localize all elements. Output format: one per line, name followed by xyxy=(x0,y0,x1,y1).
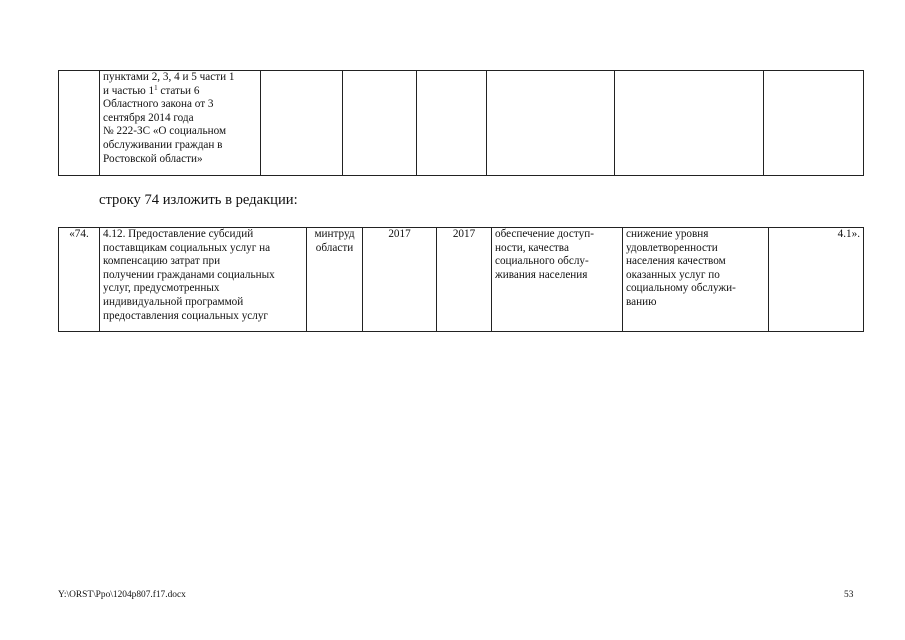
measure-line-2: поставщикам социальных услуг на xyxy=(103,241,271,254)
footer-page-number: 53 xyxy=(844,590,854,600)
result-line-1: обеспечение доступ- xyxy=(495,228,594,240)
measure-line-7: предоставления социальных услуг xyxy=(103,309,269,322)
result-line-3: социального обслу- xyxy=(495,255,589,268)
cell-row-number xyxy=(59,71,100,176)
table-row xyxy=(59,71,864,176)
measure-line-1: 4.12. Предоставление субсидий xyxy=(103,228,254,240)
measure-line-6: индивидуальной программой xyxy=(103,295,244,308)
measure-line-3: Областного закона от 3 xyxy=(103,98,214,111)
consequence-line-1: снижение уровня xyxy=(626,228,709,240)
measure-line-2-start: и частью 1 xyxy=(103,84,155,97)
cell-row-number: «74. xyxy=(59,228,100,332)
result-line-4: живания населения xyxy=(495,268,588,281)
consequence-line-6: ванию xyxy=(626,295,657,308)
measure-line-5: услуг, предусмотренных xyxy=(103,282,220,295)
cell-executor xyxy=(261,71,343,176)
footer-file-path: Y:\ORST\Ppo\1204p807.f17.docx xyxy=(58,590,186,600)
measure-line-2 xyxy=(103,85,257,99)
measure-line-2-end: статьи 6 xyxy=(157,84,200,97)
table-row xyxy=(59,228,864,332)
cell-year-start: 2017 xyxy=(363,228,437,332)
cell-year-end xyxy=(417,71,487,176)
measure-line-4: получении гражданами социальных xyxy=(103,268,275,281)
measure-line-3: компенсацию затрат при xyxy=(103,255,221,268)
cell-measure xyxy=(100,228,307,332)
measure-line-7: Ростовской области» xyxy=(103,152,203,165)
consequence-line-2: удовлетворенности xyxy=(626,241,718,254)
consequence-line-3: населения качеством xyxy=(626,255,726,268)
table-continuation xyxy=(58,70,864,176)
result-line-2: ности, качества xyxy=(495,241,569,254)
cell-result xyxy=(487,71,615,176)
table-row-74 xyxy=(58,227,864,332)
superscript: 1 xyxy=(154,83,158,92)
cell-year-end: 2017 xyxy=(437,228,492,332)
measure-line-1: пунктами 2, 3, 4 и 5 части 1 xyxy=(103,71,235,83)
intro-text: строку 74 изложить в редакции: xyxy=(99,192,298,208)
executor-line-1: минтруд xyxy=(314,228,355,240)
cell-year-start xyxy=(343,71,417,176)
cell-measure xyxy=(100,71,261,176)
cell-consequence xyxy=(623,228,769,332)
cell-link: 4.1». xyxy=(769,228,864,332)
cell-result xyxy=(492,228,623,332)
consequence-line-4: оказанных услуг по xyxy=(626,268,720,281)
executor-line-2: области xyxy=(315,241,354,254)
cell-consequence xyxy=(615,71,764,176)
measure-line-4: сентября 2014 года xyxy=(103,111,194,124)
measure-line-5: № 222-ЗС «О социальном xyxy=(103,125,227,138)
measure-line-6: обслуживании граждан в xyxy=(103,138,223,151)
cell-executor xyxy=(307,228,363,332)
consequence-line-5: социальному обслужи- xyxy=(626,282,736,295)
cell-link xyxy=(764,71,864,176)
